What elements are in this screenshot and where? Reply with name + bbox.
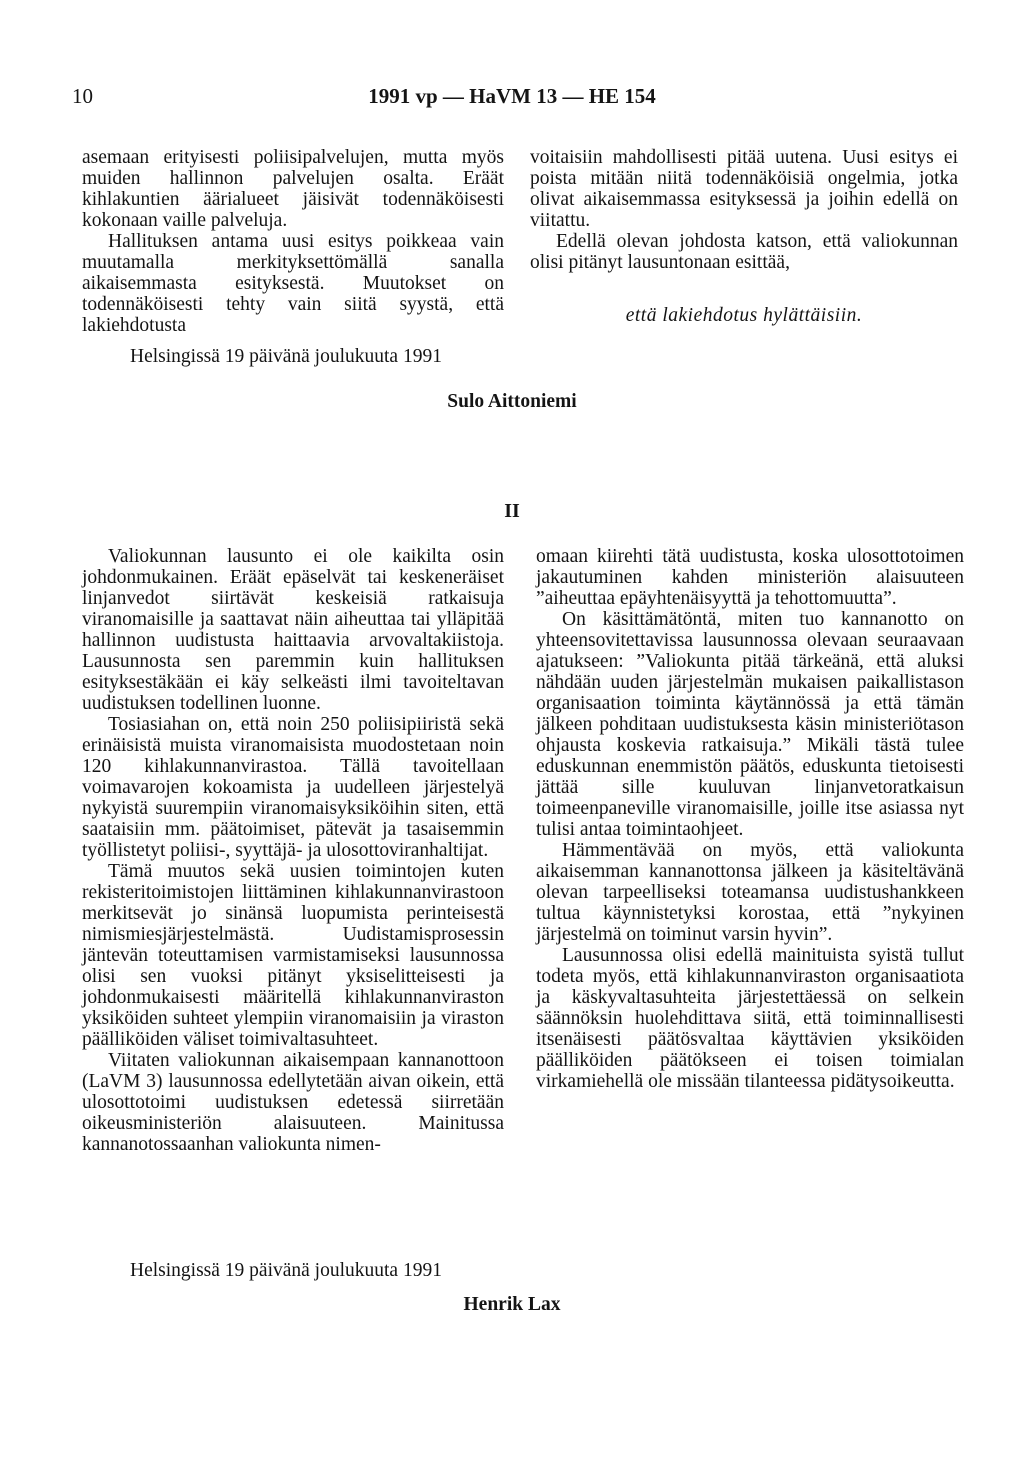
paragraph: Edellä olevan johdosta katson, että valiokunnan olisi pitänyt lausuntonaan esittää, [530, 231, 958, 273]
part1-right-column [530, 147, 958, 326]
place-date: Helsingissä 19 päivänä joulukuuta 1991 [130, 1260, 442, 1281]
paragraph: Hämmentävää on myös, että valiokunta aikaisemman kannanottonsa jälkeen ja käsiteltävänä olevan tarpeelliseksi toteamansa uudistushankkeen tultua käynnistetyksi korostaa, että ”nykyinen järjestelmä on toiminut varsin hyvin”. [536, 840, 964, 945]
conclusion-statement: että lakiehdotus hylättäisiin. [625, 305, 863, 326]
paragraph: Viitaten valiokunnan aikaisempaan kannanottoon (LaVM 3) lausunnossa edellytetään aivan oikein, että ulosottotoimi uudistuksen edetessä siirretään oikeusministeriön alaisuuteen. Mainitussa kannanotossaanhan valiokunta nimen- [82, 1050, 504, 1155]
signer-name: Sulo Aittoniemi [447, 391, 577, 412]
part2-right-column [536, 546, 964, 1092]
paragraph: Tämä muutos sekä uusien toimintojen kuten rekisteritoimistojen liittäminen kihlakunnanvirastoon merkitsevät jo sinänsä luopumista perinteisestä nimismiesjärjestelmästä. Uudistamisprosessin jäntevän toteuttamisen varmistamiseksi lausunnossa olisi sen vuoksi pitänyt yksiselitteisesti ja johdonmukaisesti määritellä kihlakunnanviraston yksiköiden suhteet ylempiin viranomaisiin ja viraston päälliköiden väliset toimivaltasuhteet. [82, 861, 504, 1050]
paragraph: On käsittämätöntä, miten tuo kannanotto on yhteensovitettavissa lausunnossa olevaan seuraavaan ajatukseen: ”Valiokunta pitää tärkeänä, että aluksi nähdään uuden järjestelmän mukaisen paikallistason organisaation toiminta käytännössä ja että tämän jälkeen pohditaan uudistuksesta käsin ministeriötason ohjausta koskevia ratkaisuja.” Mikäli tästä tulee eduskunnan enemmistön päätös, eduskunta tietoisesti jättää sille kuuluvan linjanvetoratkaisun toimeenpaneville viranomaisille, joille itse asiassa nyt tulisi antaa toimintaohjeet. [536, 609, 964, 840]
page-number: 10 [72, 84, 93, 108]
place-date: Helsingissä 19 päivänä joulukuuta 1991 [130, 346, 442, 367]
paragraph: Valiokunnan lausunto ei ole kaikilta osin johdonmukainen. Eräät epäselvät tai keskeneräiset linjanvedot siirtävät keskeisiä ratkaisuja viranomaisille ja saattavat näin aiheuttaa tai ylläpitää hallinnon uudistusta haittaavia arvovaltakiistoja. Lausunnosta sen paremmin kuin hallituksen esityksestäkään ei käy selkeästi ilmi tavoiteltavan uudistuksen todellinen luonne. [82, 546, 504, 714]
section-heading: II [504, 500, 520, 522]
paragraph: voitaisiin mahdollisesti pitää uutena. Uusi esitys ei poista mitään niitä todennäköisiä ongelmia, jotka olivat aikaisemmassa esityksessä ja joihin edellä on viitattu. [530, 147, 958, 231]
paragraph: omaan kiirehti tätä uudistusta, koska ulosottotoimen jakautuminen kahden ministeriön alaisuuteen ”aiheuttaa epäyhtenäisyyttä ja tehottomuutta”. [536, 546, 964, 609]
part2-left-column [82, 546, 504, 1155]
paragraph: Hallituksen antama uusi esitys poikkeaa vain muutamalla merkityksettömällä sanalla aikaisemmasta esityksestä. Muutokset on todennäköisesti tehty vain siitä syystä, että lakiehdotusta [82, 231, 504, 336]
signer-name: Henrik Lax [463, 1294, 561, 1315]
paragraph: Lausunnossa olisi edellä mainituista syistä tullut todeta myös, että kihlakunnanviraston organisaatiota ja käskyvaltasuhteita järjestettäessä on selkein säännöksin huolehdittava siitä, että toiminnallisesti itsenäisesti päätösvaltaa käyttävien yksiköiden päälliköiden päätökseen ei toisen toimialan virkamiehellä ole missään tilanteessa pidätysoikeutta. [536, 945, 964, 1092]
paragraph: Tosiasiahan on, että noin 250 poliisipiiristä sekä erinäisistä muista viranomaisista muodostetaan noin 120 kihlakunnanvirastoa. Tällä tavoitellaan voimavarojen kokoamista ja uudelleen järjestelyä nykyistä suurempiin viranomaisyksiköihin siten, että saataisiin mm. päätoimiset, pätevät ja tasaisemmin työllistetyt poliisi-, syyttäjä- ja ulosottoviranhaltijat. [82, 714, 504, 861]
part1-left-column [82, 147, 504, 336]
running-head: 1991 vp — HaVM 13 — HE 154 [368, 84, 656, 108]
paragraph: asemaan erityisesti poliisipalvelujen, mutta myös muiden hallinnon palvelujen osalta. Eräät kihlakuntien äärialueet jäisivät todennäköisesti kokonaan vaille palveluja. [82, 147, 504, 231]
